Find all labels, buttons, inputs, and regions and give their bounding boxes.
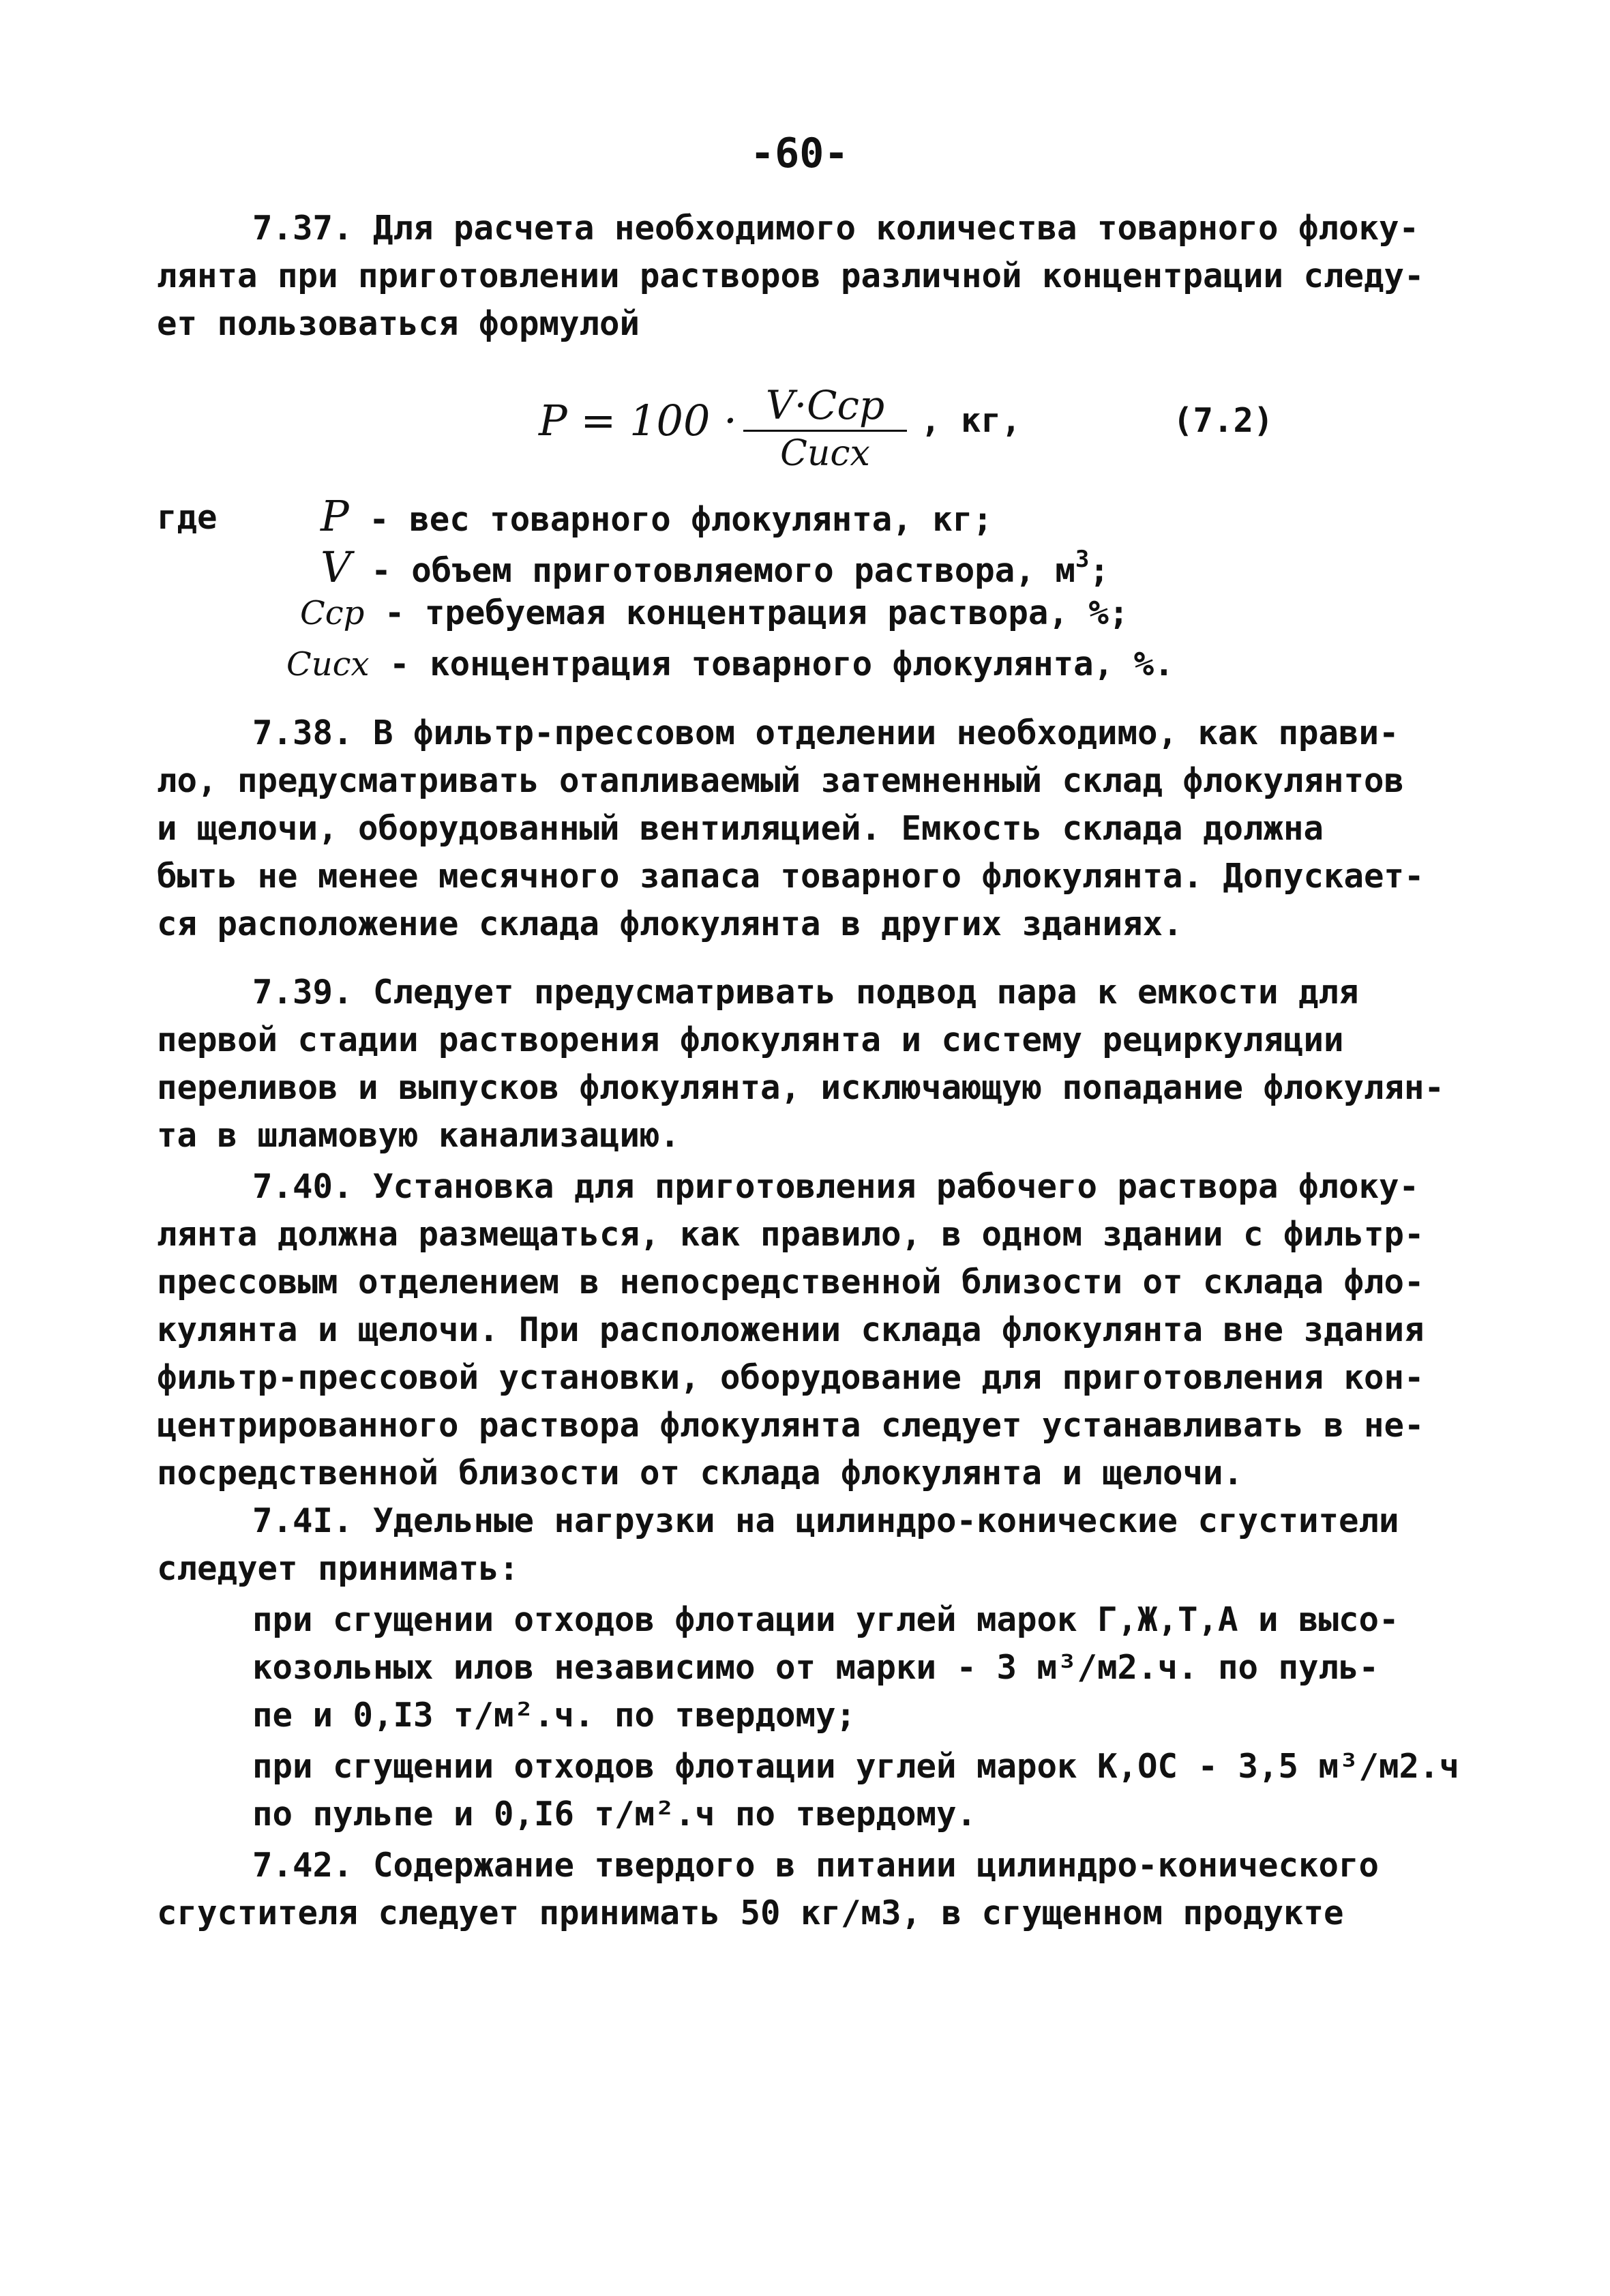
para-742-line-2: сгустителя следует принимать 50 кг/м3, в сгущенном продукте — [157, 1894, 1344, 1932]
where-item-cisx-text: - концентрация товарного флокулянта, %. — [389, 645, 1174, 683]
para-739-line-2: первой стадии растворения флокулянта и систему рециркуляции — [157, 1020, 1344, 1059]
para-740-line-6: центрированного раствора флокулянта следует устанавливать в не- — [157, 1406, 1425, 1445]
para-739-line-3: переливов и выпусков флокулянта, исключающую попадание флокулян- — [157, 1068, 1445, 1107]
where-label: где — [157, 498, 218, 537]
para-740-line-5: фильтр-прессовой установки, оборудование для приготовления кон- — [157, 1358, 1425, 1397]
para-741-sub2-line-2: по пульпе и 0,I6 т/м².ч по твердому. — [252, 1795, 977, 1834]
para-742-line-1: 7.42. Содержание твердого в питании цилиндро-конического — [252, 1846, 1380, 1885]
formula-unit: , кг, — [921, 401, 1022, 440]
where-item-p — [320, 491, 993, 541]
where-item-v-tail: ; — [1089, 551, 1109, 590]
where-item-v-sup: 3 — [1075, 546, 1090, 573]
page-number: -60- — [750, 130, 849, 177]
para-740-line-3: прессовым отделением в непосредственной близости от склада фло- — [157, 1263, 1425, 1301]
where-item-ccp — [300, 593, 1129, 632]
para-740-line-2: лянта должна размещаться, как правило, в одном здании с фильтр- — [157, 1215, 1425, 1254]
formula-numerator: V·Cср — [765, 382, 885, 428]
para-741-sub1-line-2: козольных илов независимо от марки - 3 м³/м2.ч. по пуль- — [252, 1648, 1380, 1687]
para-737-line-3: ет пользоваться формулой — [157, 304, 640, 343]
where-item-ccp-text: - требуемая концентрация раствора, %; — [384, 593, 1129, 632]
para-737-line-2: лянта при приготовлении растворов различной концентрации следу- — [157, 256, 1425, 295]
para-737-line-1: 7.37. Для расчета необходимого количества товарного флоку- — [252, 209, 1420, 248]
para-740-line-1: 7.40. Установка для приготовления рабочего раствора флоку- — [252, 1167, 1420, 1206]
para-738-line-2: ло, предусматривать отапливаемый затемненный склад флокулянтов — [157, 761, 1405, 800]
formula-fraction — [743, 382, 907, 474]
para-738-line-1: 7.38. В фильтр-прессовом отделении необходимо, как прави- — [252, 713, 1399, 752]
symbol-cisx: Cисх — [286, 645, 370, 683]
para-741-line-2: следует принимать: — [157, 1549, 520, 1588]
fraction-bar — [743, 430, 907, 432]
para-738-line-4: быть не менее месячного запаса товарного флокулянта. Допускает- — [157, 857, 1425, 896]
symbol-v: V — [320, 542, 351, 592]
where-item-cisx — [286, 645, 1174, 683]
para-741-sub1-line-1: при сгущении отходов флотации углей марок Г,Ж,Т,А и высо- — [252, 1600, 1399, 1639]
para-740-line-4: кулянта и щелочи. При расположении склада флокулянта вне здания — [157, 1310, 1425, 1349]
para-740-line-7: посредственной близости от склада флокулянта и щелочи. — [157, 1454, 1244, 1492]
symbol-ccp: Cср — [300, 594, 365, 632]
formula-7-2 — [539, 382, 1302, 484]
para-739-line-4: та в шламовую канализацию. — [157, 1116, 681, 1155]
para-739-line-1: 7.39. Следует предусматривать подвод пара к емкости для — [252, 973, 1359, 1012]
para-741-line-1: 7.4I. Удельные нагрузки на цилиндро-конические сгустители — [252, 1501, 1399, 1540]
symbol-p: P — [320, 491, 349, 541]
formula-number: (7.2) — [1173, 401, 1274, 440]
para-738-line-3: и щелочи, оборудованный вентиляцией. Емкость склада должна — [157, 809, 1324, 848]
formula-lhs: P = 100 · — [539, 396, 737, 445]
para-738-line-5: ся расположение склада флокулянта в других зданиях. — [157, 904, 1183, 943]
where-item-p-text: - вес товарного флокулянта, кг; — [369, 500, 993, 539]
where-item-v — [320, 542, 1109, 592]
formula-denominator: Cисх — [780, 433, 870, 474]
para-741-sub1-line-3: пе и 0,I3 т/м².ч. по твердому; — [252, 1696, 856, 1735]
para-741-sub2-line-1: при сгущении отходов флотации углей марок К,ОС - 3,5 м³/м2.ч — [252, 1747, 1460, 1786]
where-item-v-text: - объем приготовляемого раствора, м — [371, 551, 1075, 590]
